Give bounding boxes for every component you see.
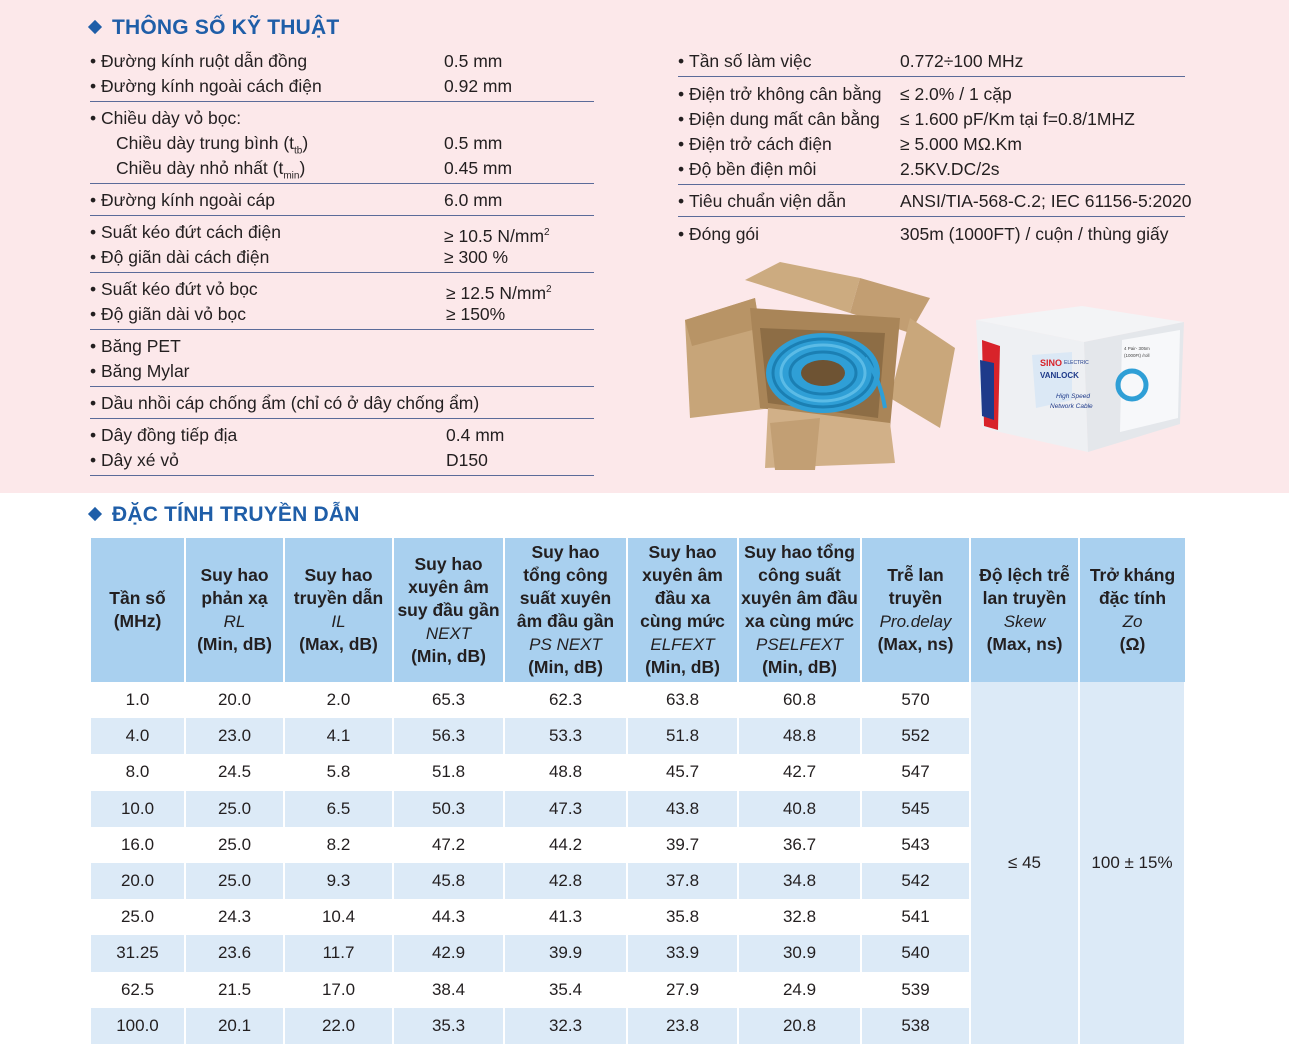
spec-group-thickness: [90, 102, 594, 184]
table-cell: 538: [861, 1008, 970, 1044]
spec-group-tapes: [90, 330, 594, 387]
section-title-transmission: ĐẶC TÍNH TRUYỀN DẪN: [90, 503, 360, 527]
svg-text:High Speed: High Speed: [1056, 393, 1090, 400]
table-cell: 552: [861, 718, 970, 754]
table-cell: 20.0: [91, 863, 185, 899]
table-cell: 60.8: [738, 682, 861, 718]
table-cell: 23.8: [627, 1008, 738, 1044]
spec-group-packaging: [678, 217, 1185, 249]
table-cell: 48.8: [504, 754, 627, 790]
table-cell: 39.9: [504, 935, 627, 971]
table-cell: 32.3: [504, 1008, 627, 1044]
table-cell: 35.8: [627, 899, 738, 935]
table-cell: 24.5: [185, 754, 284, 790]
spec-row: • Điện trở không cân bằng ≤ 2.0% / 1 cặp: [678, 84, 1012, 104]
table-cell: 547: [861, 754, 970, 790]
spec-group-frequency: [678, 45, 1185, 77]
table-cell: 48.8: [738, 718, 861, 754]
table-header-row: [91, 538, 1185, 682]
table-cell: 38.4: [393, 972, 504, 1008]
table-cell: 56.3: [393, 718, 504, 754]
table-cell: 8.2: [284, 827, 393, 863]
table-header-cell: Suy hao xuyên âm đầu xa cùng mức ELFEXT (Min, dB): [627, 538, 738, 682]
table-cell: 542: [861, 863, 970, 899]
table-cell: 543: [861, 827, 970, 863]
table-cell: 42.8: [504, 863, 627, 899]
table-cell: 51.8: [627, 718, 738, 754]
table-cell: 31.25: [91, 935, 185, 971]
table-cell: 23.6: [185, 935, 284, 971]
table-cell: 27.9: [627, 972, 738, 1008]
product-box-illustration: [972, 300, 1188, 456]
spec-group-standard: [678, 185, 1192, 217]
table-cell: 1.0: [91, 682, 185, 718]
impedance-value-cell: 100 ± 15%: [1079, 682, 1185, 1044]
transmission-table: [91, 538, 1186, 1044]
spec-row: • Đường kính ngoài cách điện 0.92 mm: [90, 76, 513, 96]
table-header-cell: Trễ lan truyền Pro.delay (Max, ns): [861, 538, 970, 682]
table-cell: 65.3: [393, 682, 504, 718]
spec-group-dimensions: [90, 45, 594, 102]
table-cell: 541: [861, 899, 970, 935]
spec-row: • Suất kéo đứt cách điện ≥ 10.5 $N/mm^2$: [90, 222, 550, 246]
diamond-bullet-icon: [88, 507, 102, 521]
table-cell: 35.4: [504, 972, 627, 1008]
spec-row: • Dây đồng tiếp địa 0.4 mm: [90, 425, 505, 445]
table-cell: 45.7: [627, 754, 738, 790]
svg-text:SINO: SINO: [1040, 358, 1063, 368]
table-cell: 100.0: [91, 1008, 185, 1044]
spec-group-cable-od: [90, 184, 594, 216]
table-cell: 16.0: [91, 827, 185, 863]
spec-row: • Điện trở cách điện ≥ 5.000 MΩ.Km: [678, 134, 1022, 154]
table-cell: 545: [861, 791, 970, 827]
table-cell: 4.1: [284, 718, 393, 754]
table-header-cell: Độ lệch trễ lan truyền Skew (Max, ns): [970, 538, 1079, 682]
table-header-cell: Suy hao tổng công suất xuyên âm đầu xa cùng mức PSELFEXT (Min, dB): [738, 538, 861, 682]
table-body: [91, 682, 1185, 1044]
spec-row: • Băng Mylar: [90, 361, 190, 381]
spec-row: • Tần số làm việc 0.772÷100 MHz: [678, 51, 1024, 71]
spec-row: • Đường kính ngoài cáp 6.0 mm: [90, 190, 503, 210]
table-cell: 62.3: [504, 682, 627, 718]
table-cell: 34.8: [738, 863, 861, 899]
spec-row: • Độ giãn dài vỏ bọc ≥ 150%: [90, 304, 506, 324]
table-cell: 42.9: [393, 935, 504, 971]
table-row: [91, 682, 1185, 718]
spec-row: • Dây xé vỏ D150: [90, 450, 488, 470]
table-cell: 20.1: [185, 1008, 284, 1044]
table-cell: 43.8: [627, 791, 738, 827]
table-cell: 50.3: [393, 791, 504, 827]
table-cell: 45.8: [393, 863, 504, 899]
table-header-cell: Suy hao truyền dẫn IL (Max, dB): [284, 538, 393, 682]
table-header-cell: Suy hao phản xạ RL (Min, dB): [185, 538, 284, 682]
table-cell: 21.5: [185, 972, 284, 1008]
table-cell: 47.2: [393, 827, 504, 863]
table-cell: 42.7: [738, 754, 861, 790]
table-header-cell: Suy hao tổng công suất xuyên âm đầu gần PS NEXT (Min, dB): [504, 538, 627, 682]
svg-text:4 Pair- 305m: 4 Pair- 305m: [1124, 346, 1150, 351]
table-cell: 35.3: [393, 1008, 504, 1044]
svg-text:Network Cable: Network Cable: [1050, 403, 1093, 410]
table-cell: 23.0: [185, 718, 284, 754]
svg-text:(1000Ft) /roll: (1000Ft) /roll: [1124, 353, 1150, 358]
table-cell: 9.3: [284, 863, 393, 899]
spec-row: • Độ bền điện môi 2.5KV.DC/2s: [678, 159, 1000, 179]
open-box-illustration: [680, 258, 960, 473]
spec-group-wires: [90, 419, 594, 476]
table-cell: 539: [861, 972, 970, 1008]
table-cell: 37.8: [627, 863, 738, 899]
table-cell: 44.3: [393, 899, 504, 935]
spec-row: • Độ giãn dài cách điện ≥ 300 %: [90, 247, 509, 267]
table-cell: 24.3: [185, 899, 284, 935]
spec-group-insulation-mech: [90, 216, 594, 273]
spec-row: • Điện dung mất cân bằng ≤ 1.600 pF/Km tại f=0.8/1MHZ: [678, 109, 1135, 129]
spec-row: Chiều dày nhỏ nhất $(t_{min})$ 0.45 mm: [116, 158, 513, 182]
table-cell: 53.3: [504, 718, 627, 754]
table-cell: 25.0: [185, 791, 284, 827]
table-cell: 39.7: [627, 827, 738, 863]
spec-group-electrical: [678, 77, 1185, 185]
left-specs: [90, 45, 594, 476]
table-cell: 10.0: [91, 791, 185, 827]
table-cell: 30.9: [738, 935, 861, 971]
table-cell: 25.0: [185, 863, 284, 899]
open-box-image: [680, 258, 960, 478]
table-cell: 5.8: [284, 754, 393, 790]
spec-row: • Băng PET: [90, 336, 181, 356]
spec-row: • Chiều dày vỏ bọc:: [90, 108, 242, 128]
product-box-image: [972, 300, 1188, 461]
table-cell: 25.0: [185, 827, 284, 863]
table-cell: 11.7: [284, 935, 393, 971]
table-cell: 570: [861, 682, 970, 718]
table-cell: 40.8: [738, 791, 861, 827]
spec-row: • Đường kính ruột dẫn đồng 0.5 mm: [90, 51, 503, 71]
table-cell: 41.3: [504, 899, 627, 935]
table-cell: 540: [861, 935, 970, 971]
spec-row: Chiều dày trung bình $(t_{tb})$ 0.5 mm: [116, 133, 503, 157]
svg-text:VANLOCK: VANLOCK: [1040, 371, 1079, 380]
spec-row: • Dầu nhồi cáp chống ẩm (chỉ có ở dây chống ẩm): [90, 393, 480, 413]
table-cell: 47.3: [504, 791, 627, 827]
spec-row: • Đóng gói 305m (1000FT) / cuộn / thùng giấy: [678, 224, 1169, 244]
table-cell: 22.0: [284, 1008, 393, 1044]
spec-row: • Suất kéo đứt vỏ bọc ≥ 12.5 $N/mm^2$: [90, 279, 552, 303]
table-cell: 20.8: [738, 1008, 861, 1044]
diamond-bullet-icon: [88, 20, 102, 34]
table-cell: 36.7: [738, 827, 861, 863]
spec-group-filling: [90, 387, 594, 419]
table-cell: 8.0: [91, 754, 185, 790]
table-cell: 24.9: [738, 972, 861, 1008]
spec-row: • Tiêu chuẩn viện dẫn ANSI/TIA-568-C.2; IEC 61156-5:2020: [678, 191, 1192, 211]
table-cell: 20.0: [185, 682, 284, 718]
right-specs: [678, 45, 1192, 249]
table-header-cell: Tần số (MHz): [91, 538, 185, 682]
table-cell: 2.0: [284, 682, 393, 718]
table-cell: 44.2: [504, 827, 627, 863]
table-cell: 62.5: [91, 972, 185, 1008]
table-cell: 32.8: [738, 899, 861, 935]
table-cell: 63.8: [627, 682, 738, 718]
table-cell: 25.0: [91, 899, 185, 935]
skew-value-cell: ≤ 45: [970, 682, 1079, 1044]
spec-group-sheath-mech: [90, 273, 594, 330]
table-cell: 6.5: [284, 791, 393, 827]
table-cell: 33.9: [627, 935, 738, 971]
table-cell: 51.8: [393, 754, 504, 790]
table-header-cell: Trở kháng đặc tính Zo (Ω): [1079, 538, 1185, 682]
table-cell: 4.0: [91, 718, 185, 754]
section-title-specs: THÔNG SỐ KỸ THUẬT: [90, 16, 339, 40]
table-header-cell: Suy hao xuyên âm suy đầu gần NEXT (Min, dB): [393, 538, 504, 682]
table-cell: 17.0: [284, 972, 393, 1008]
table-cell: 10.4: [284, 899, 393, 935]
svg-text:ELECTRIC: ELECTRIC: [1064, 360, 1089, 366]
